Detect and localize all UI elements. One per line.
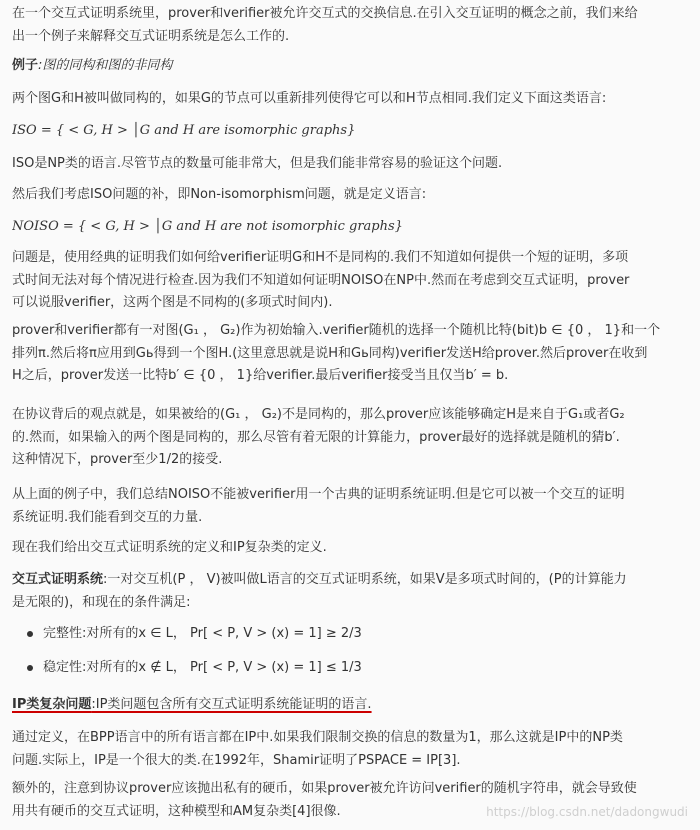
- ips-definition-text: :一对交互机(P ， V)被叫做L语言的交互式证明系统，如果V是多项式时间的，(P的计算能力: [103, 572, 627, 587]
- iso-intro-paragraph: [12, 88, 688, 111]
- example-heading-title: :图的同构和图的非同构: [38, 58, 173, 73]
- math-formula: ISO = { < G, H > │G and H are isomorphic graphs}: [12, 123, 356, 138]
- text-line: ISO是NP类的语言.尽管节点的数量可能非常大，但是我们能非常容易的验证这个问题.: [12, 156, 503, 171]
- text-line: 额外的，注意到协议prover应该抛出私有的硬币，如果prover被允许访问verifier的随机字符串，就会导致使: [12, 781, 637, 796]
- text-line: prover和verifier都有一对图(G₁ ， G₂)作为初始输入.verifier随机的选择一个随机比特(bit)b ∈ {0 ， 1}和一个: [12, 323, 661, 338]
- text-line: 出一个例子来解释交互式证明系统是怎么工作的.: [12, 28, 290, 44]
- soundness-condition: 稳定性:对所有的x ∉ L， Pr[ < P, V > (x) = 1] ≤ 1/3: [43, 660, 362, 675]
- text-line: 从上面的例子中，我们总结NOISO不能被verifier用一个古典的证明系统证明.但是它可以被一个交互的证明: [12, 487, 625, 502]
- watermark-url: https://blog.csdn.net/dadongwudi: [486, 805, 688, 819]
- iso-definition: [12, 120, 688, 143]
- text-line: 现在我们给出交互式证明系统的定义和IP复杂类的定义.: [12, 540, 327, 555]
- intro-paragraph: [12, 3, 688, 48]
- text-line: 在一个交互式证明系统里，prover和verifier被允许交互式的交换信息.在引入交互证明的概念之前，我们来给: [12, 6, 638, 21]
- text-line: 通过定义，在BPP语言中的所有语言都在IP中.如果我们限制交换的信息的数量为1，那么这就是IP中的NP类: [12, 730, 623, 745]
- example-heading: [12, 55, 688, 78]
- ip-class-underlined: [12, 697, 372, 712]
- protocol-paragraph: [12, 320, 688, 388]
- ip-class-term: IP类复杂问题: [12, 697, 92, 712]
- ips-definition-paragraph: [12, 569, 688, 614]
- summary-paragraph: [12, 484, 688, 529]
- text-line: 问题.实际上，IP是一个很大的类.在1992年，Shamir证明了PSPACE = IP[3].: [12, 752, 461, 768]
- text-line: 的.然而，如果输入的两个图是同构的，那么尽管有着无限的计算能力，prover最好的选择就是随机的猜b′.: [12, 429, 620, 445]
- problem-paragraph: [12, 247, 688, 315]
- text-line: 排列π.然后将π应用到Gь得到一个图H.(这里意思就是说H和Gь同构)verifier发送H给prover.然后prover在收到: [12, 345, 648, 361]
- list-item: [27, 657, 667, 679]
- text-line: H之后，prover发送一比特b′ ∈ {0 ， 1}给verifier.最后verifier接受当且仅当b′ = b.: [12, 368, 509, 383]
- text-line: 这种情况下，prover至少1/2的接受.: [12, 452, 223, 467]
- text-line: 系统证明.我们能看到交互的力量.: [12, 509, 203, 525]
- noniso-intro-paragraph: [12, 184, 688, 207]
- text-line: 问题是，使用经典的证明我们如何给verifier证明G和H不是同构的.我们不知道如何提供一个短的证明，多项: [12, 250, 629, 265]
- text-line: 用共有硬币的交互式证明，这种模型和AM复杂类[4]很像.: [12, 803, 341, 819]
- bpp-paragraph: [12, 727, 688, 772]
- text-line: 可以说服verifier，这两个图是不同构的(多项式时间内).: [12, 295, 333, 310]
- ip-class-definition: [12, 694, 688, 717]
- text-line: 在协议背后的观点就是，如果被给的(G₁ ， G₂)不是同构的，那么prover应该能够确定H是来自于G₁或者G₂: [12, 407, 625, 422]
- completeness-condition: 完整性:对所有的x ∈ L， Pr[ < P, V > (x) = 1] ≥ 2/3: [43, 626, 362, 641]
- noniso-definition: [12, 216, 688, 239]
- text-line: 是无限的)，和现在的条件满足:: [12, 594, 191, 610]
- text-line: 然后我们考虑ISO问题的补，即Non-isomorphism问题，就是定义语言:: [12, 187, 427, 202]
- example-heading-label: 例子: [12, 58, 39, 73]
- ip-class-text: :IP类问题包含所有交互式证明系统能证明的语言.: [91, 697, 372, 712]
- iso-np-paragraph: [12, 153, 688, 176]
- ips-term: 交互式证明系统: [12, 572, 104, 587]
- text-line: 两个图G和H被叫做同构的，如果G的节点可以重新排列使得它可以和H节点相同.我们定义下面这类语言:: [12, 91, 607, 106]
- bullet-icon: [27, 665, 33, 671]
- bullet-icon: [27, 631, 33, 637]
- text-line: 式时间无法对每个情况进行检查.因为我们不知道如何证明NOISO在NP中.然而在考虑到交互式证明，prover: [12, 272, 630, 288]
- idea-paragraph: [12, 404, 688, 472]
- definitions-intro-paragraph: [12, 537, 688, 560]
- math-formula: NOISO = { < G, H > │G and H are not isomorphic graphs}: [12, 219, 403, 234]
- list-item: [27, 623, 667, 645]
